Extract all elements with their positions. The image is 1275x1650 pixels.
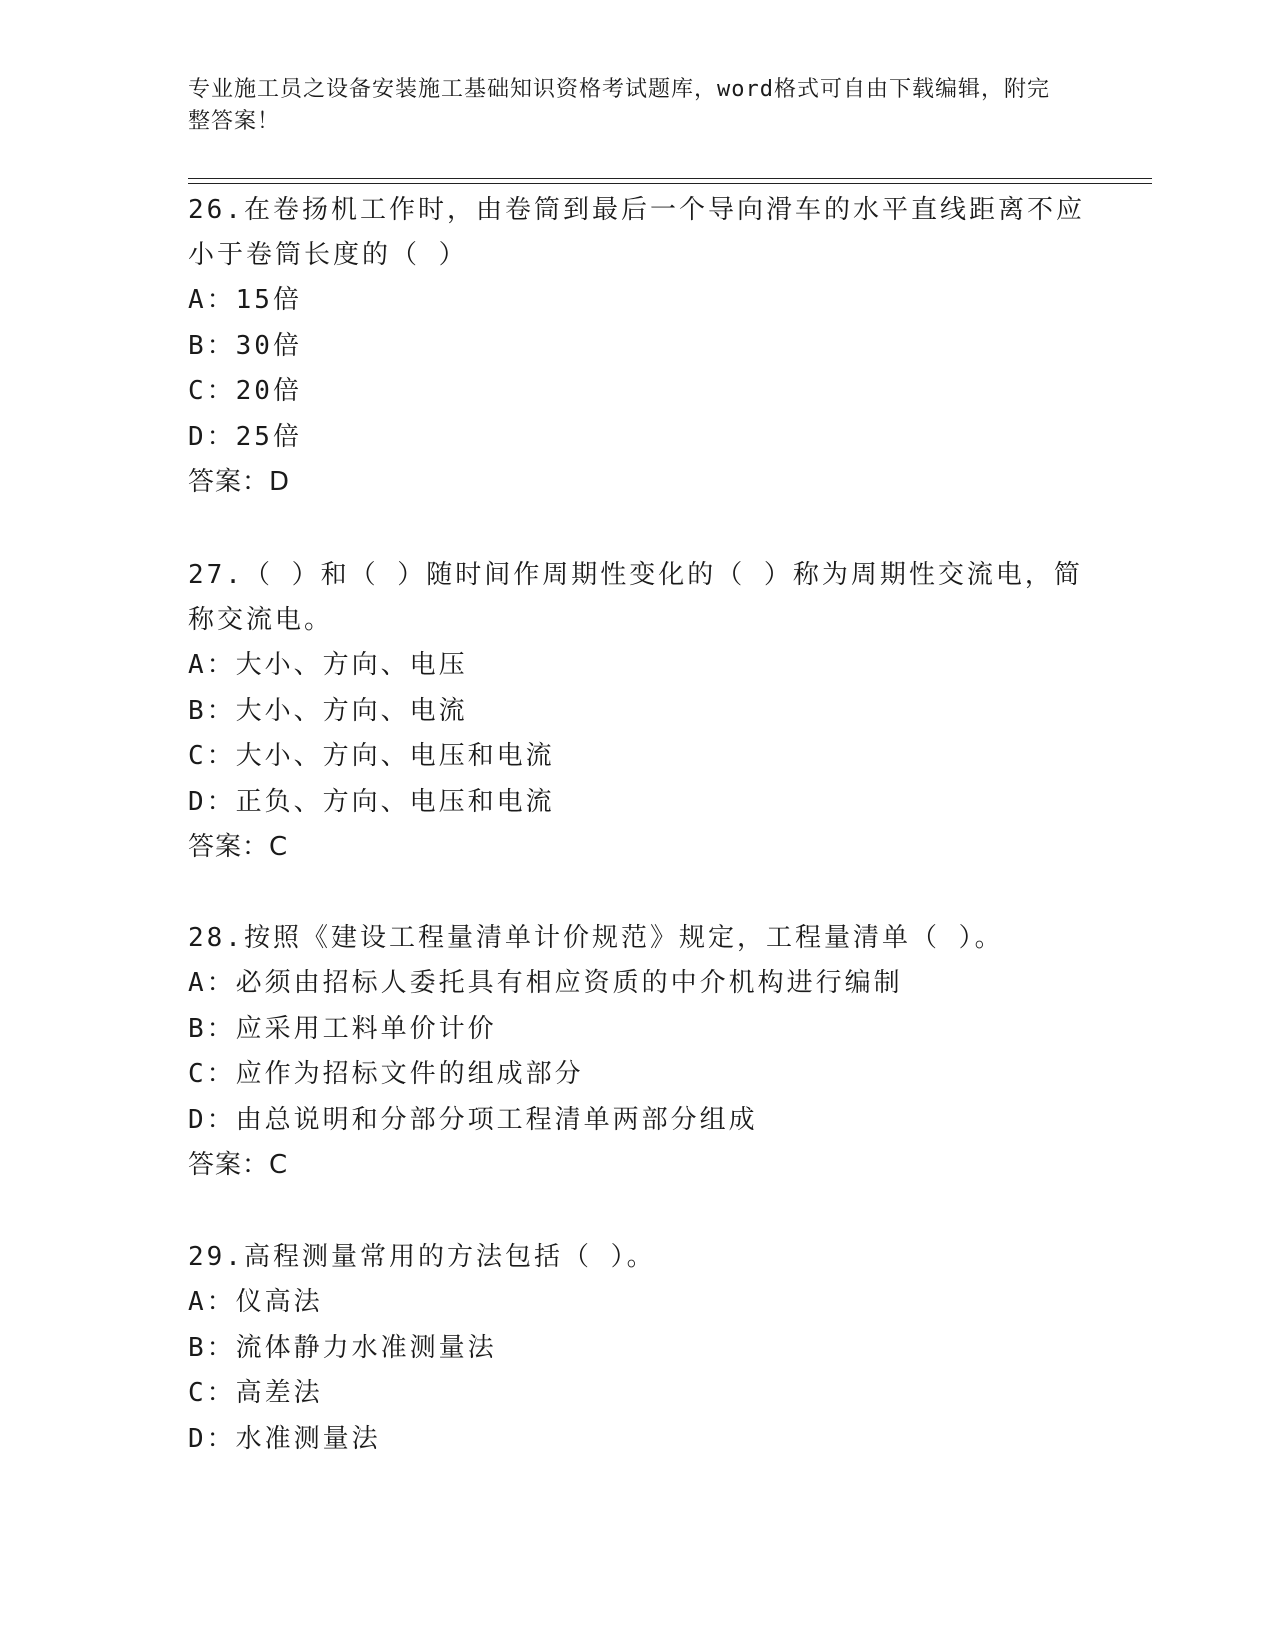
header-divider-bottom [188,183,1152,184]
question-29 [188,1235,1088,1462]
option-d: D：正负、方向、电压和电流 [188,786,555,817]
question-27 [188,553,1088,870]
question-stem: 29.高程测量常用的方法包括（ ）。 [188,1242,656,1272]
option-b: B：大小、方向、电流 [188,695,468,726]
option-b: B：应采用工料单价计价 [188,1013,497,1044]
header-title: 专业施工员之设备安装施工基础知识资格考试题库，word格式可自由下载编辑，附完整答案！ [188,77,1050,134]
document-header [188,74,1068,138]
option-c: C：高差法 [188,1378,323,1408]
question-stem: 28.按照《建设工程量清单计价规范》规定，工程量清单（ ）。 [188,923,1004,953]
question-stem: 26.在卷扬机工作时，由卷筒到最后一个导向滑车的水平直线距离不应小于卷筒长度的（ ） [188,195,1085,270]
option-d: D：由总说明和分部分项工程清单两部分组成 [188,1104,758,1135]
header-divider-top [188,178,1152,179]
option-b: B：30倍 [188,330,302,361]
option-c: C：20倍 [188,376,302,406]
answer-label: 答案：C [188,832,289,862]
answer-label: 答案：C [188,1150,289,1180]
question-28 [188,916,1088,1188]
answer-label: 答案：D [188,467,291,497]
option-d: D：水准测量法 [188,1423,381,1454]
question-26 [188,188,1088,505]
option-a: A：15倍 [188,285,302,315]
question-stem: 27.（ ）和（ ）随时间作周期性变化的（ ）称为周期性交流电，简称交流电。 [188,560,1083,635]
option-a: A：大小、方向、电压 [188,650,468,680]
option-a: A：必须由招标人委托具有相应资质的中介机构进行编制 [188,968,903,998]
option-c: C：大小、方向、电压和电流 [188,741,555,771]
option-a: A：仪高法 [188,1287,323,1317]
option-b: B：流体静力水准测量法 [188,1332,497,1363]
option-c: C：应作为招标文件的组成部分 [188,1059,584,1089]
option-d: D：25倍 [188,421,302,452]
